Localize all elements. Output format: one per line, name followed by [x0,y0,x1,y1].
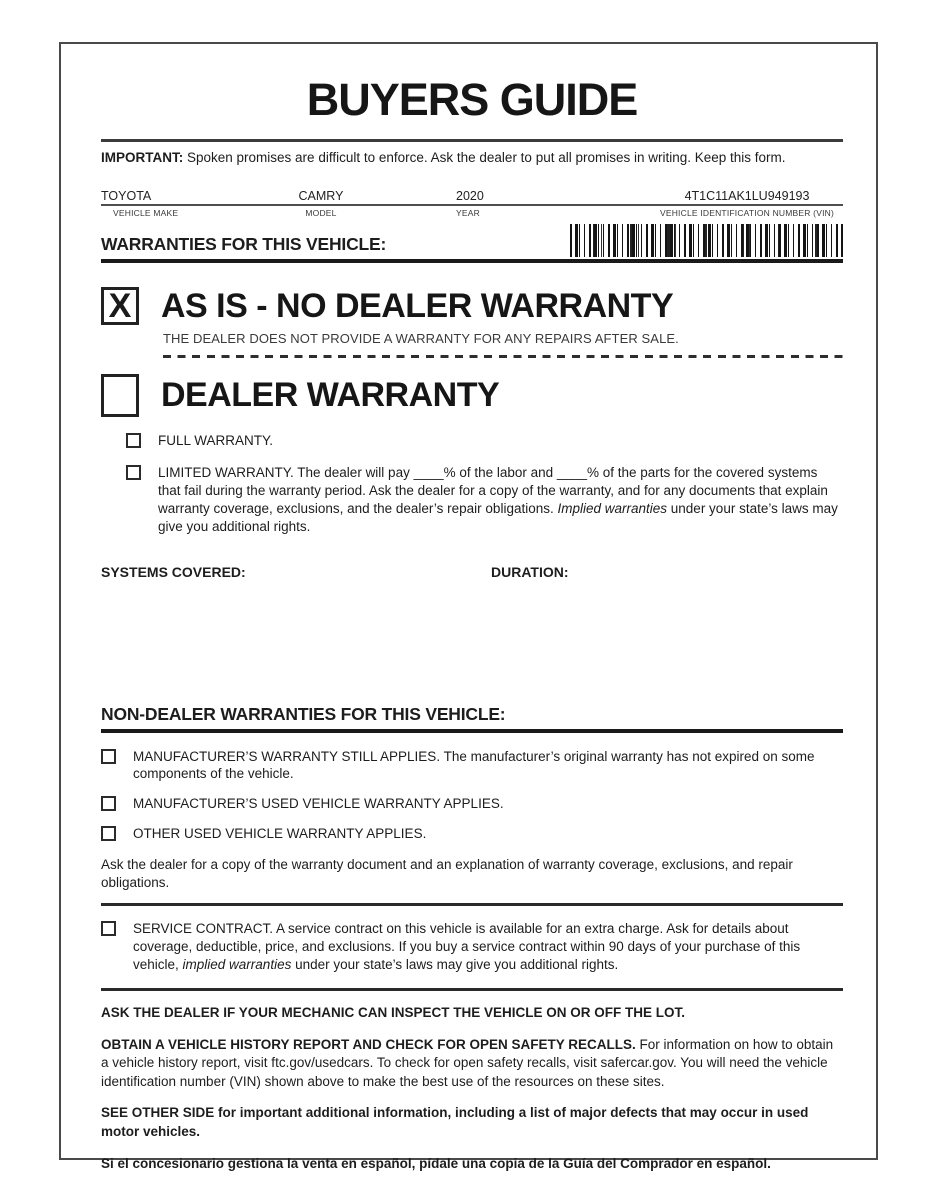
manufacturers-warranty-checkbox[interactable] [101,749,116,764]
limited-warranty-checkbox[interactable] [126,465,141,480]
vehicle-history-lead: OBTAIN A VEHICLE HISTORY REPORT AND CHECK FOR OPEN SAFETY RECALLS. [101,1036,636,1052]
other-used-warranty-text: OTHER USED VEHICLE WARRANTY APPLIES. [133,826,427,842]
buyers-guide-form [59,42,878,1171]
divider [101,139,843,142]
service-contract-text [133,920,843,973]
non-dealer-warranties-heading: NON-DEALER WARRANTIES FOR THIS VEHICLE: [101,703,506,724]
important-text: Spoken promises are difficult to enforce. Ask the dealer to put all promises in writing. Keep this form. [183,150,786,165]
mechanic-inspect-notice: ASK THE DEALER IF YOUR MECHANIC CAN INSPECT THE VEHICLE ON OR OFF THE LOT. [101,1004,686,1020]
manufacturers-used-warranty-checkbox[interactable] [101,796,116,811]
vehicle-vin-value: 4T1C11AK1LU949193 [684,188,810,203]
systems-covered-label: SYSTEMS COVERED: [101,563,246,580]
vehicle-model-value: CAMRY [298,188,344,203]
vehicle-year-label: YEAR [456,207,480,218]
other-used-warranty-item [101,825,843,843]
manufacturers-used-warranty-text: MANUFACTURER’S USED VEHICLE WARRANTY APPLIES. [133,796,504,812]
duration-label: DURATION: [491,563,569,580]
dealer-warranty-heading: DEALER WARRANTY [161,375,500,414]
dealer-warranty-checkbox[interactable] [101,374,139,417]
dashed-divider [163,355,843,358]
as-is-subtext: THE DEALER DOES NOT PROVIDE A WARRANTY FOR ANY REPAIRS AFTER SALE. [163,330,679,346]
service-contract-text-post: under your state’s laws may give you additional rights. [291,957,619,973]
systems-covered-write-in-area [101,580,843,704]
warranty-document-note: Ask the dealer for a copy of the warranty document and an explanation of warranty coverage, exclusions, and repair obligations. [101,856,793,890]
spanish-notice: Si el concesionario gestiona la venta en español, pídale una copia de la Guía del Comprador en español. [101,1155,771,1171]
service-contract-text-italic: implied warranties [182,957,292,973]
page-title: BUYERS GUIDE [306,74,638,125]
divider [101,729,843,733]
manufacturers-warranty-text: MANUFACTURER’S WARRANTY STILL APPLIES. The manufacturer’s original warranty has not expired on some components of the vehicle. [133,748,815,782]
vehicle-year-value: 2020 [456,188,484,203]
vehicle-make-value: TOYOTA [101,188,152,203]
full-warranty-item [126,432,843,450]
limited-warranty-text-pre: LIMITED WARRANTY. The dealer will pay ____% of the labor and ____% of the parts for the covered systems that fail during the warranty period. Ask the dealer for a copy of the warranty, and for any documents that explain warranty coverage, exclusions, and the dealer’s repair obligations. [158,465,828,516]
other-used-warranty-checkbox[interactable] [101,826,116,841]
dealer-warranty-section [101,374,843,417]
see-other-side-notice: SEE OTHER SIDE for important additional information, including a list of major defects that may occur in used motor vehicles. [101,1105,809,1140]
service-contract-checkbox[interactable] [101,921,116,936]
vehicle-vin-label: VEHICLE IDENTIFICATION NUMBER (VIN) [659,207,835,218]
as-is-section [101,287,843,326]
vehicle-history-rest: For information on how to obtain a vehicle history report, visit ftc.gov/usedcars. To check for open safety recalls, visit safercar.gov. You will need the vehicle identification number (VIN) shown above to make the best use of the resources on these sites. [101,1036,834,1089]
service-contract-text-pre: SERVICE CONTRACT. A service contract on this vehicle is available for an extra charge. Ask for details about coverage, deductible, price, and exclusions. If you buy a service contract within 90 days of your purchase of this vehicle, [133,921,801,973]
vin-barcode [570,224,843,257]
as-is-checkbox[interactable]: X [101,287,139,325]
manufacturers-warranty-item [101,748,843,784]
warranties-heading-row [101,224,843,257]
important-notice [101,149,843,167]
service-contract-item [101,920,843,973]
limited-warranty-text [158,464,843,535]
important-label: IMPORTANT: [101,150,184,165]
vehicle-history-notice [101,1036,843,1092]
vehicle-model-label: MODEL [305,207,337,218]
full-warranty-checkbox[interactable] [126,433,141,448]
limited-warranty-text-italic: Implied warranties [557,500,668,516]
as-is-heading: AS IS - NO DEALER WARRANTY [161,286,674,325]
vehicle-info-values [101,189,843,206]
vehicle-info-labels [101,208,843,218]
divider [101,903,843,906]
systems-duration-row [101,564,843,580]
limited-warranty-text-post: under your state’s laws may give you additional rights. [158,500,838,534]
full-warranty-label: FULL WARRANTY. [158,432,274,448]
divider [101,988,843,991]
vehicle-make-label: VEHICLE MAKE [113,207,179,218]
manufacturers-used-warranty-item [101,795,843,813]
limited-warranty-item [126,464,843,535]
warranties-heading: WARRANTIES FOR THIS VEHICLE: [101,233,387,254]
divider [101,259,843,263]
